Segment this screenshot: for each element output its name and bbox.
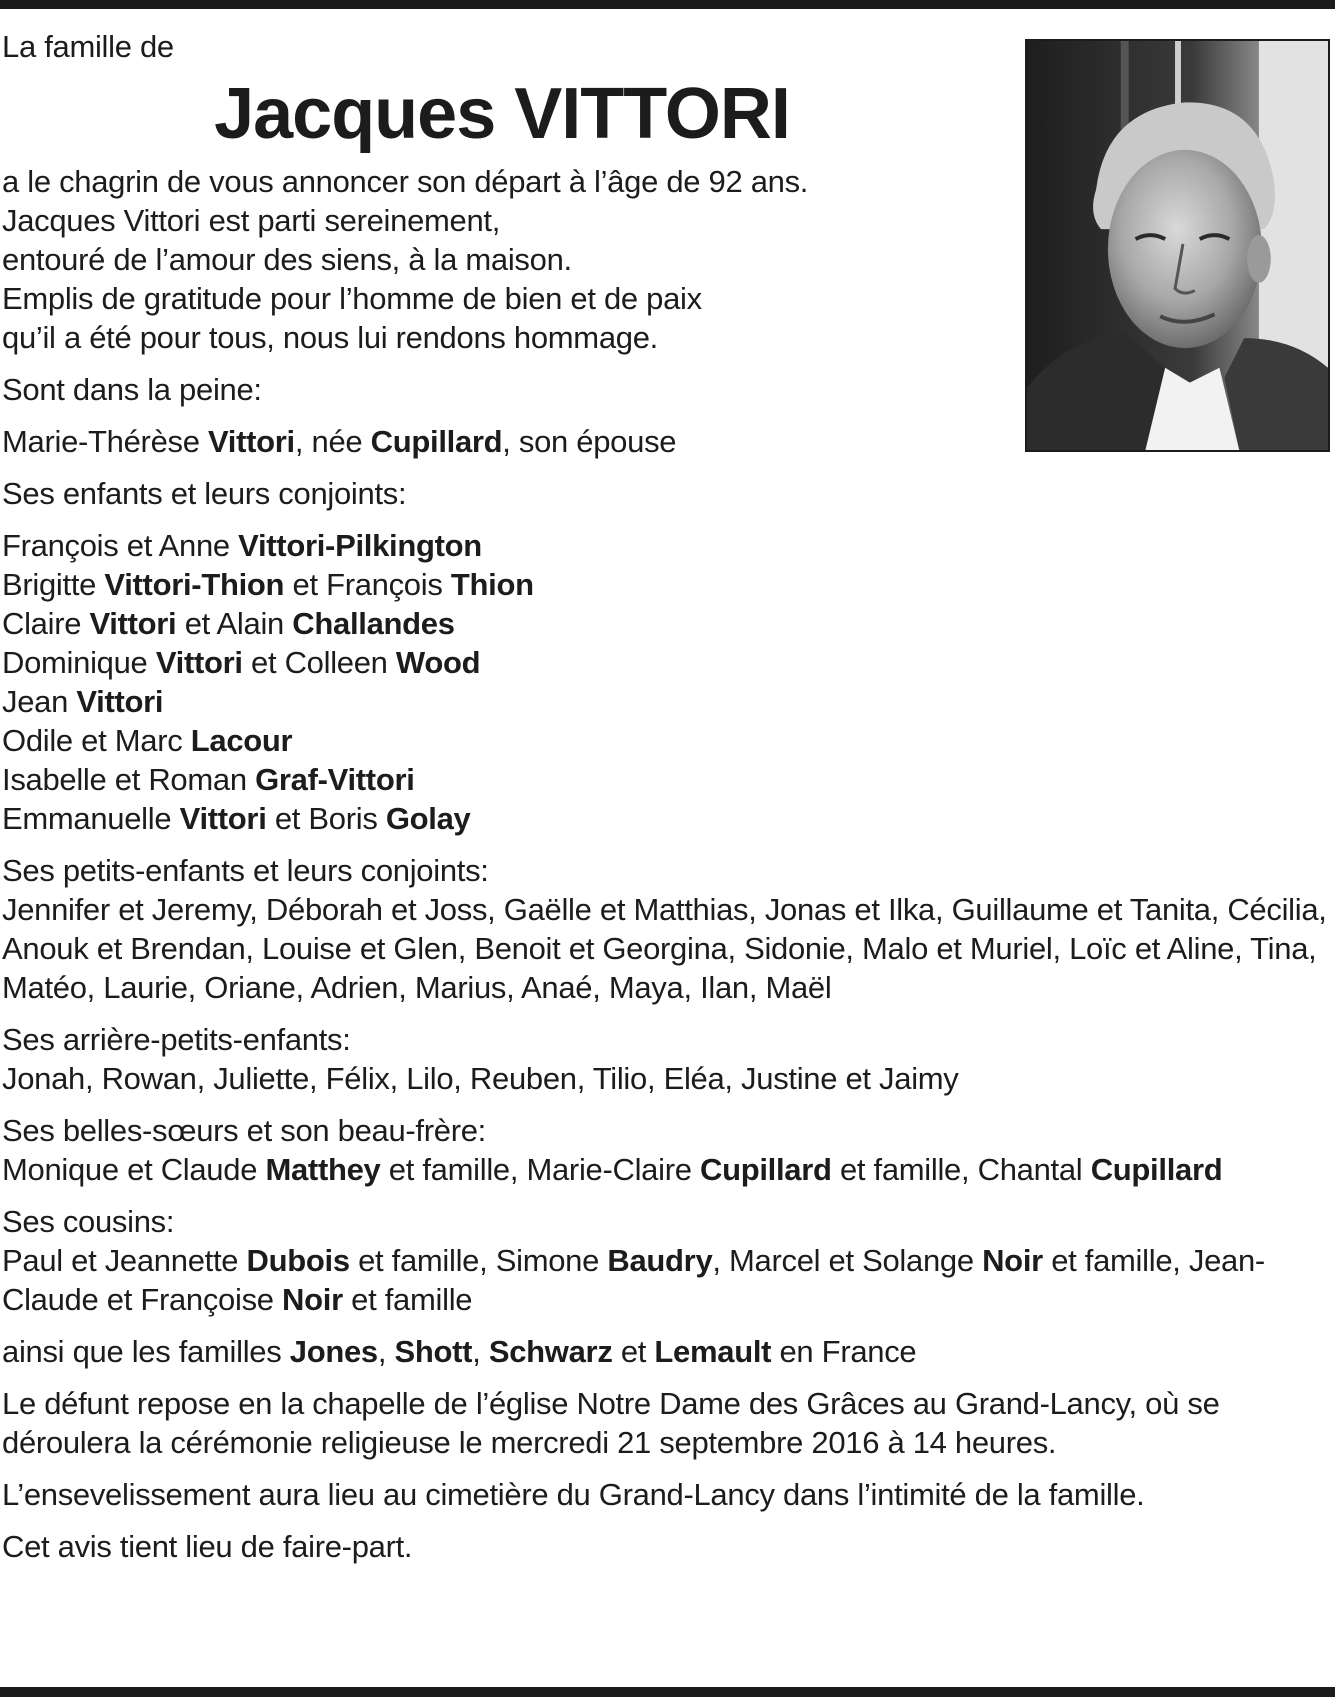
text-segment: et François	[284, 567, 451, 602]
surname: Cupillard	[1090, 1152, 1223, 1187]
surname: Vittori-Thion	[104, 567, 285, 602]
text-segment: et famille	[342, 1282, 473, 1317]
in-laws-list	[2, 1150, 1332, 1189]
text-segment: Dominique	[2, 645, 156, 680]
text-segment: et famille, Chantal	[831, 1152, 1091, 1187]
text-segment: Claire	[2, 606, 90, 641]
surname: Noir	[282, 1282, 343, 1317]
text-segment: et famille, Marie-Claire	[380, 1152, 700, 1187]
announcement-line: Emplis de gratitude pour l’homme de bien et de paix	[2, 281, 702, 316]
surname: Dubois	[246, 1243, 350, 1278]
surname: Vittori	[207, 424, 295, 459]
announcement-line: entouré de l’amour des siens, à la maison.	[2, 242, 572, 277]
ceremony-details: Le défunt repose en la chapelle de l’église Notre Dame des Grâces au Grand-Lancy, où se déroulera la cérémonie religieuse le mercredi 21 septembre 2016 à 14 heures.	[2, 1386, 1220, 1460]
text-segment: ainsi que les familles	[2, 1334, 290, 1369]
child-line	[2, 526, 1332, 565]
text-segment: Jean	[2, 684, 77, 719]
obituary-notice	[2, 27, 1332, 1566]
text-segment: , née	[294, 424, 371, 459]
surname: Lemault	[654, 1334, 772, 1369]
bottom-rule	[0, 1687, 1335, 1697]
burial-details: L’ensevelissement aura lieu au cimetière du Grand-Lancy dans l’intimité de la famille.	[2, 1477, 1145, 1512]
surname: Baudry	[607, 1243, 713, 1278]
surname: Vittori-Pilkington	[238, 528, 482, 563]
mourners-heading: Sont dans la peine:	[2, 372, 262, 407]
children-list	[2, 526, 1332, 838]
intro-line: La famille de	[2, 29, 174, 64]
text-segment: Monique et Claude	[2, 1152, 266, 1187]
text-segment: Paul et Jeannette	[2, 1243, 247, 1278]
announcement-block	[2, 162, 1332, 357]
spouse-line	[2, 422, 1332, 461]
surname: Vittori	[155, 645, 243, 680]
child-line	[2, 760, 1332, 799]
text-segment: et	[612, 1334, 655, 1369]
grandchildren-list: Jennifer et Jeremy, Déborah et Joss, Gaëlle et Matthias, Jonas et Ilka, Guillaume et Tanita, Cécilia, Anouk et Brendan, Louise et Glen, Benoit et Georgina, Sidonie, Malo et Muriel, Loïc et Aline, Tina, Matéo, Laurie, Oriane, Adrien, Marius, Anaé, Maya, Ilan, Maël	[2, 892, 1327, 1005]
child-line	[2, 604, 1332, 643]
text-segment: , son épouse	[502, 424, 677, 459]
child-line	[2, 643, 1332, 682]
text-segment: Marie-Thérèse	[2, 424, 208, 459]
surname: Wood	[395, 645, 481, 680]
announcement-line: a le chagrin de vous annoncer son départ à l’âge de 92 ans.	[2, 164, 809, 199]
text-segment: , Marcel et Solange	[712, 1243, 983, 1278]
surname: Lacour	[190, 723, 293, 758]
announcement-line: qu’il a été pour tous, nous lui rendons hommage.	[2, 320, 658, 355]
surname: Matthey	[265, 1152, 381, 1187]
child-line	[2, 682, 1332, 721]
child-line	[2, 799, 1332, 838]
surname: Vittori	[179, 801, 267, 836]
text-segment: et famille, Simone	[349, 1243, 608, 1278]
great-grandchildren-list: Jonah, Rowan, Juliette, Félix, Lilo, Reuben, Tilio, Eléa, Justine et Jaimy	[2, 1061, 959, 1096]
surname: Vittori	[89, 606, 177, 641]
text-segment: Odile et Marc	[2, 723, 191, 758]
surname: Noir	[982, 1243, 1043, 1278]
surname: Challandes	[292, 606, 455, 641]
text-segment: et Alain	[176, 606, 293, 641]
top-rule	[0, 0, 1335, 9]
text-segment: et Colleen	[242, 645, 396, 680]
surname: Cupillard	[370, 424, 503, 459]
text-segment: et Boris	[266, 801, 386, 836]
text-segment: Isabelle et Roman	[2, 762, 256, 797]
grandchildren-heading: Ses petits-enfants et leurs conjoints:	[2, 853, 489, 888]
text-segment: Brigitte	[2, 567, 105, 602]
surname: Thion	[450, 567, 534, 602]
surname: Graf-Vittori	[255, 762, 415, 797]
other-families-line	[2, 1332, 1332, 1371]
surname: Vittori	[76, 684, 164, 719]
surname: Schwarz	[488, 1334, 613, 1369]
surname: Cupillard	[700, 1152, 832, 1187]
text-segment: en France	[771, 1334, 917, 1369]
text-segment: et famille, Jean-Claude et Françoise	[2, 1243, 1265, 1317]
surname: Golay	[385, 801, 471, 836]
text-segment: Emmanuelle	[2, 801, 180, 836]
closing-line: Cet avis tient lieu de faire-part.	[2, 1529, 413, 1564]
great-grandchildren-heading: Ses arrière-petits-enfants:	[2, 1022, 351, 1057]
child-line	[2, 721, 1332, 760]
surname: Jones	[289, 1334, 378, 1369]
in-laws-heading: Ses belles-sœurs et son beau-frère:	[2, 1113, 486, 1148]
text-segment: ,	[377, 1334, 395, 1369]
surname: Shott	[394, 1334, 473, 1369]
cousins-list	[2, 1241, 1332, 1319]
cousins-heading: Ses cousins:	[2, 1204, 175, 1239]
children-heading: Ses enfants et leurs conjoints:	[2, 476, 407, 511]
text-segment: ,	[472, 1334, 489, 1369]
child-line	[2, 565, 1332, 604]
announcement-line: Jacques Vittori est parti sereinement,	[2, 203, 501, 238]
deceased-name: Jacques VITTORI	[214, 74, 790, 154]
text-segment: François et Anne	[2, 528, 239, 563]
